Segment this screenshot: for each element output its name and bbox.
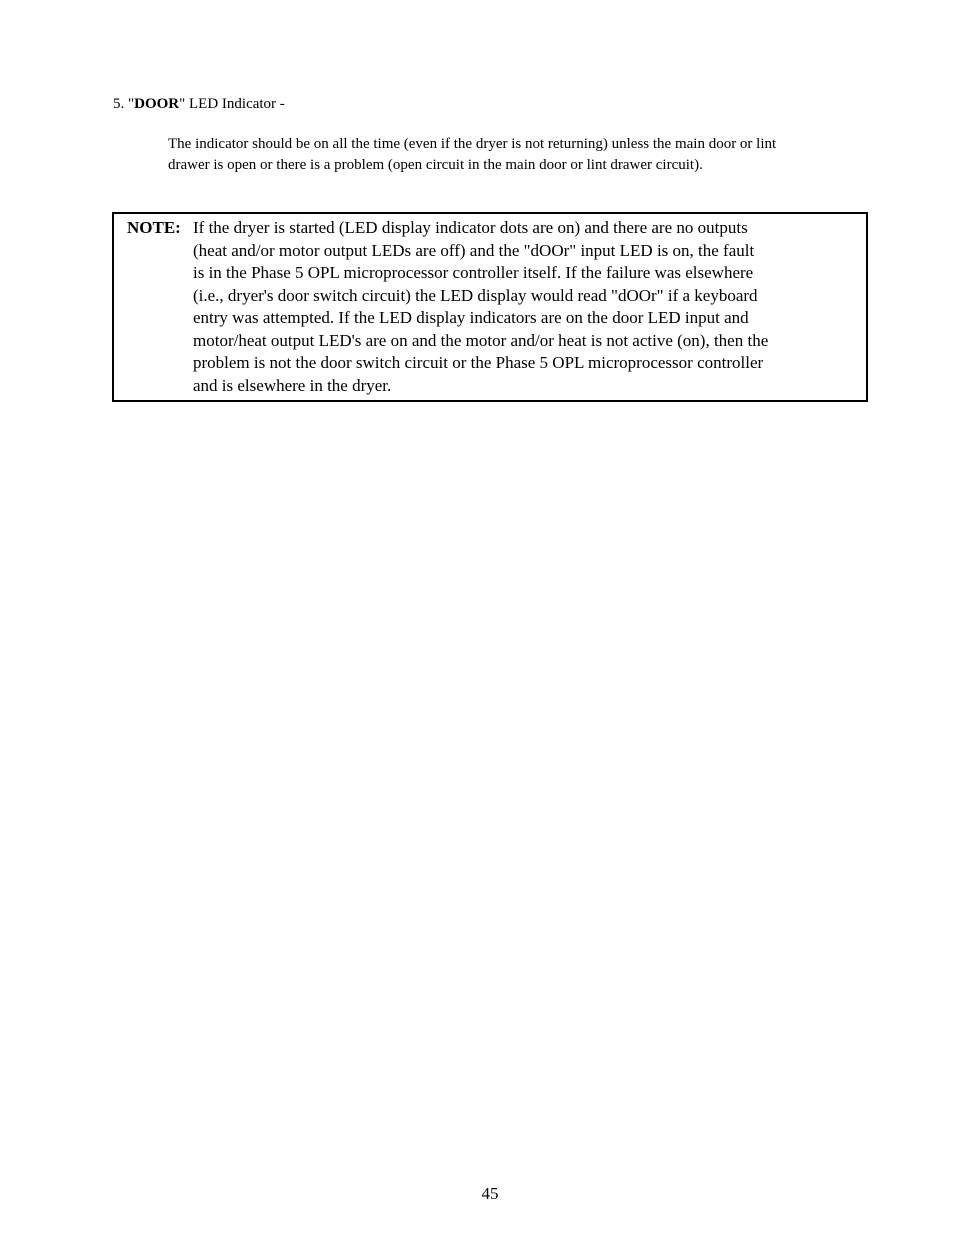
note-line: entry was attempted. If the LED display indicators are on the door LED input and bbox=[193, 308, 749, 327]
page-number: 45 bbox=[481, 1184, 499, 1203]
section-title: " LED Indicator - bbox=[179, 96, 285, 112]
section-keyword: DOOR bbox=[134, 96, 180, 112]
section-heading bbox=[113, 94, 285, 114]
note-line: (heat and/or motor output LEDs are off) and the "dOOr" input LED is on, the fault bbox=[193, 240, 755, 260]
paragraph-line: drawer is open or there is a problem (open circuit in the main door or lint drawer circuit). bbox=[168, 156, 703, 173]
note-text bbox=[193, 217, 768, 397]
note-line: and is elsewhere in the dryer. bbox=[193, 375, 392, 395]
section-number: 5. " bbox=[113, 96, 135, 112]
note-line: (i.e., dryer's door switch circuit) the LED display would read "dOOr" if a keyboard bbox=[193, 285, 758, 305]
note-label: NOTE: bbox=[127, 218, 181, 237]
note-line: problem is not the door switch circuit or the Phase 5 OPL microprocessor controller bbox=[193, 353, 764, 372]
note-box bbox=[112, 212, 868, 402]
indicator-description bbox=[168, 134, 888, 175]
note-line: If the dryer is started (LED display indicator dots are on) and there are no outputs bbox=[193, 218, 748, 237]
paragraph-line: The indicator should be on all the time (even if the dryer is not returning) unless the main door or lint bbox=[168, 136, 777, 152]
note-line: is in the Phase 5 OPL microprocessor controller itself. If the failure was elsewhere bbox=[193, 263, 754, 282]
note-line: motor/heat output LED's are on and the motor and/or heat is not active (on), then the bbox=[193, 330, 769, 350]
